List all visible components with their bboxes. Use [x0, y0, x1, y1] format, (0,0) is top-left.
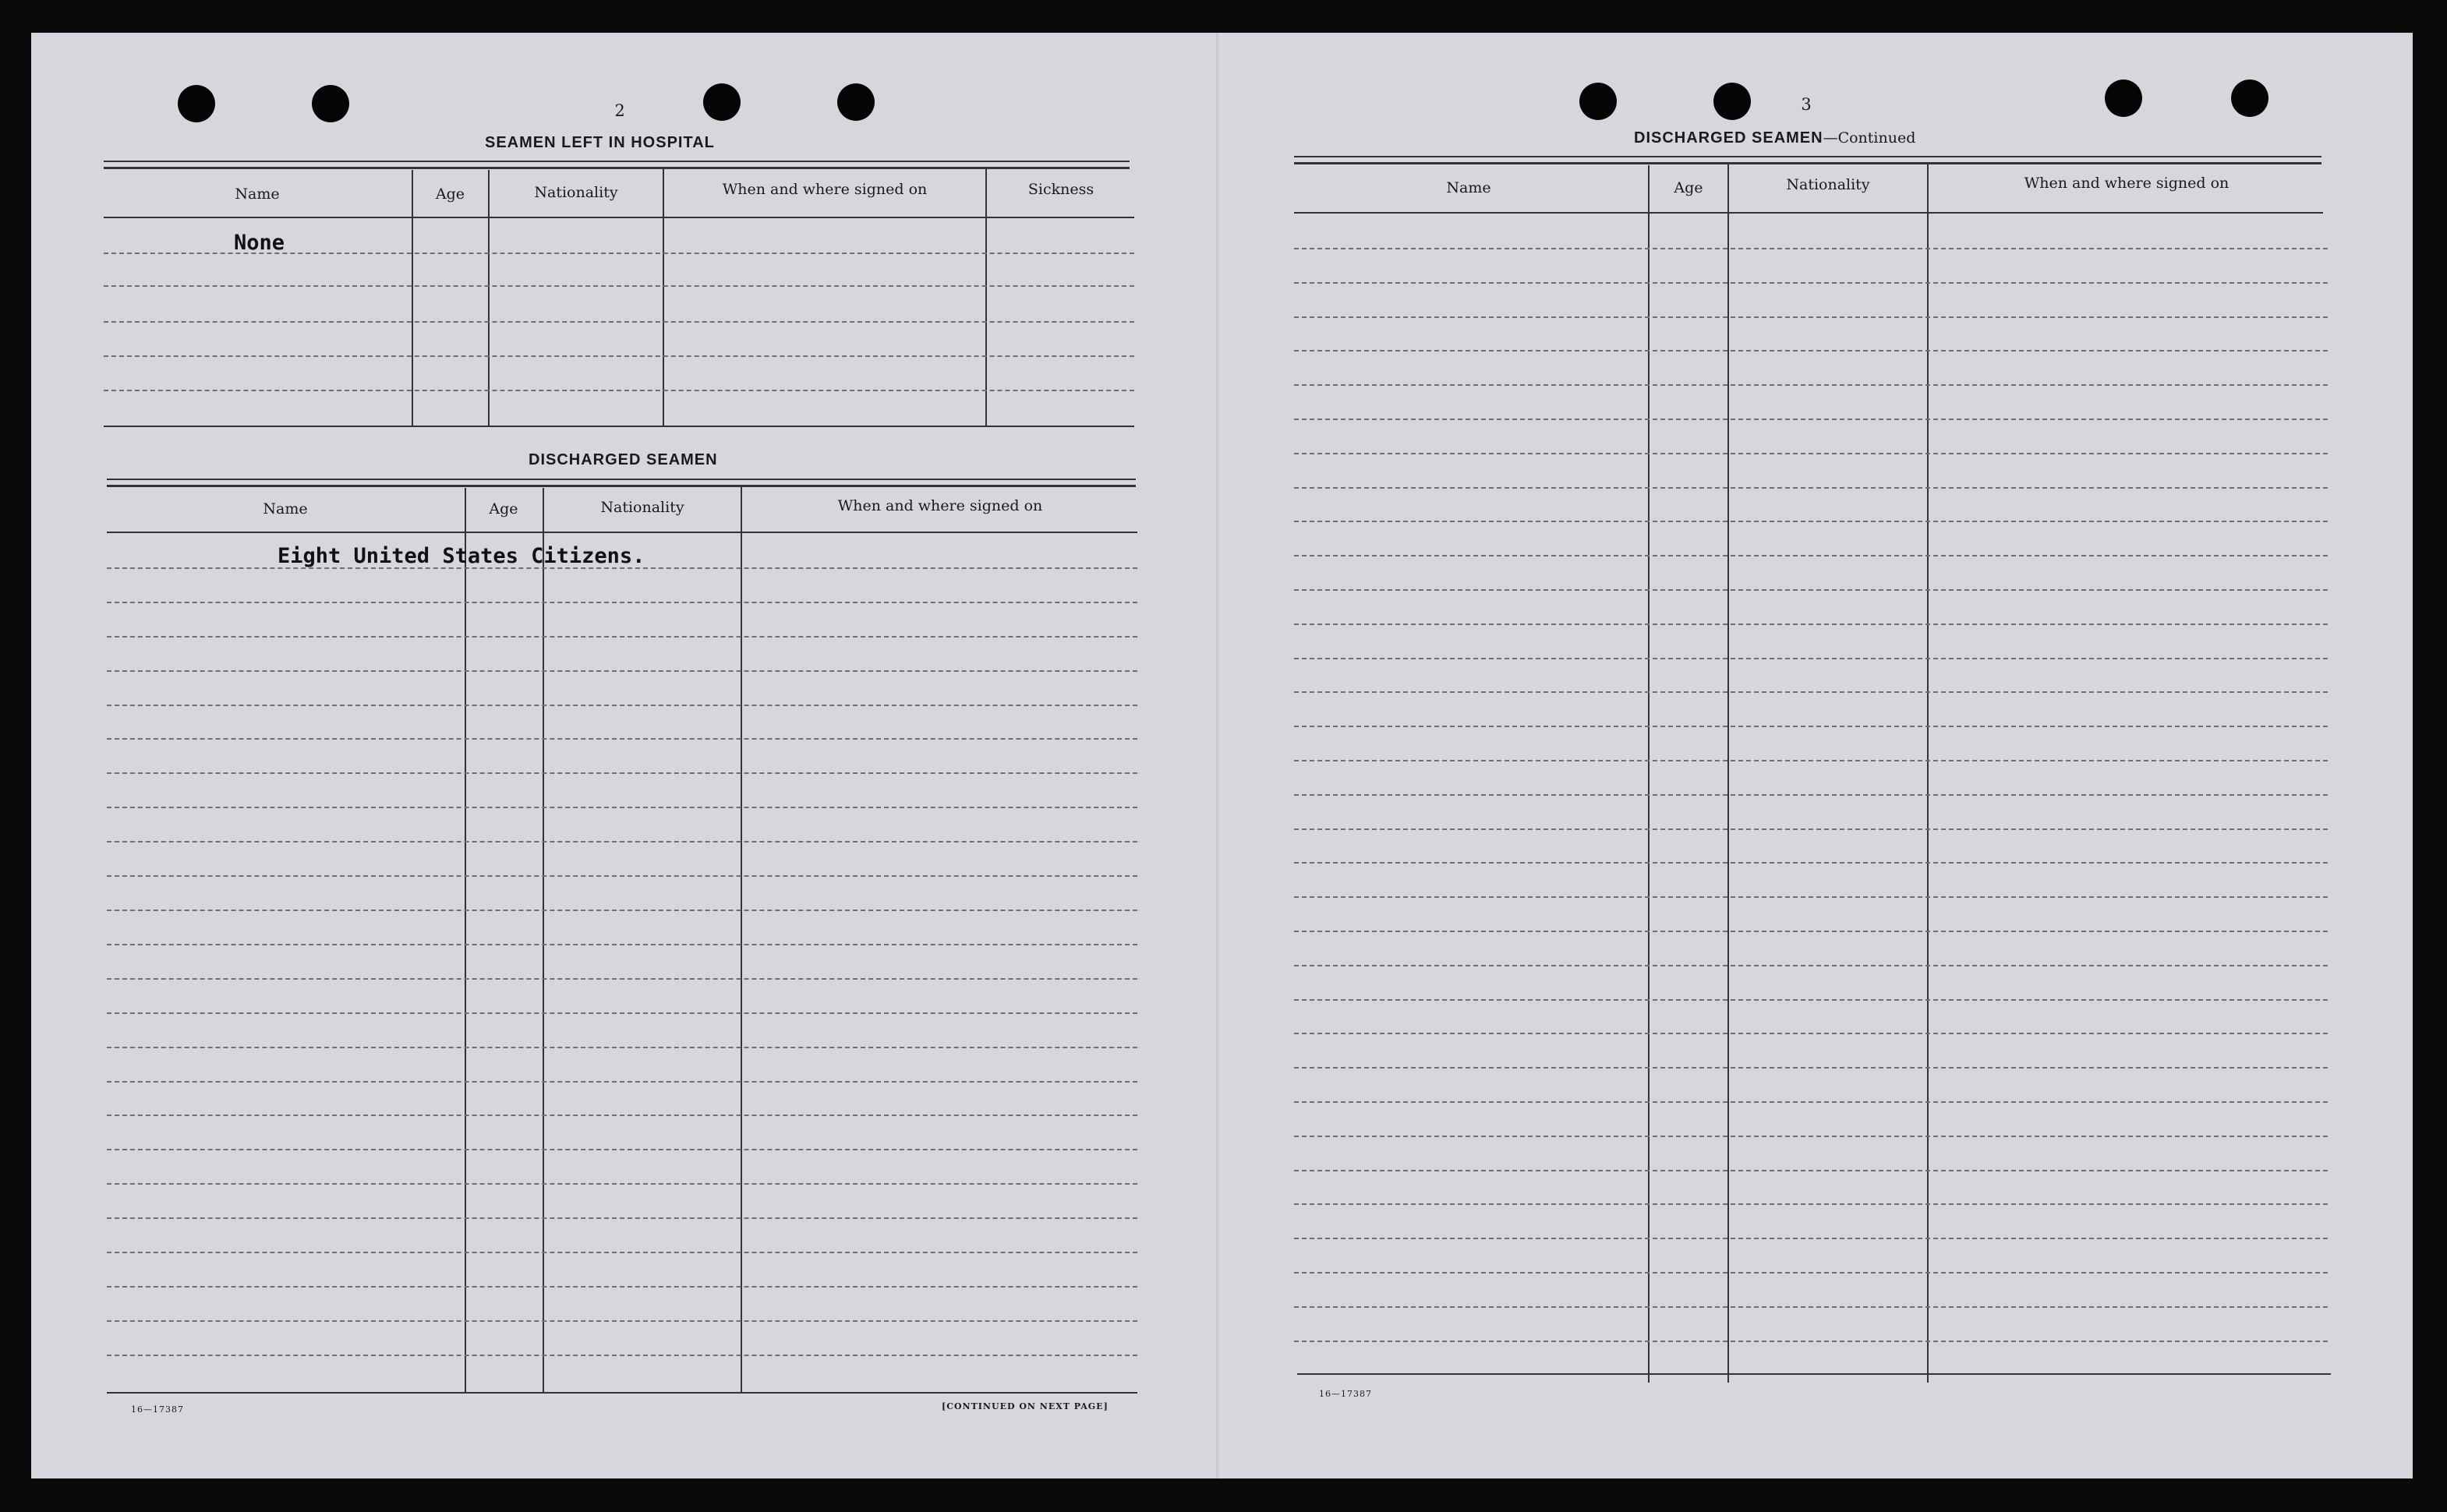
row-line [107, 1252, 1137, 1253]
row-line [1294, 999, 2328, 1001]
row-line [1294, 1272, 2328, 1274]
page-number: 3 [1801, 95, 1812, 114]
column-divider [1648, 165, 1650, 1383]
punch-hole [178, 85, 215, 122]
row-line [1294, 1238, 2328, 1239]
row-line [1294, 794, 2328, 796]
column-header-name: Name [1446, 179, 1491, 196]
column-divider [741, 486, 742, 1394]
column-divider [1927, 162, 1929, 1383]
page-fold [1216, 33, 1218, 1478]
row-line [1294, 248, 2328, 249]
row-line [1294, 384, 2328, 386]
table-bottom-rule [104, 426, 1134, 427]
row-line [104, 321, 1134, 323]
row-line [107, 910, 1137, 911]
row-line [107, 807, 1137, 808]
row-line [107, 772, 1137, 774]
row-line [1294, 1067, 2328, 1069]
row-line [1294, 282, 2328, 284]
heading-suffix: —Continued [1823, 129, 1916, 147]
column-header-nationality: Nationality [600, 499, 684, 516]
row-line [1294, 1306, 2328, 1308]
row-line [1294, 589, 2328, 591]
heading-rule [1294, 156, 2321, 164]
row-line [1294, 965, 2328, 966]
row-line [1294, 624, 2328, 625]
row-line [1294, 487, 2328, 489]
row-line [107, 1355, 1137, 1356]
column-divider [985, 167, 987, 426]
row-line [1294, 1203, 2328, 1205]
row-line [107, 636, 1137, 638]
column-header-sickness: Sickness [1027, 181, 1094, 198]
row-line [107, 1047, 1137, 1048]
section-heading: DISCHARGED SEAMEN [529, 451, 718, 468]
row-line [107, 1012, 1137, 1014]
continued-note: [CONTINUED ON NEXT PAGE] [942, 1401, 1109, 1411]
heading-rule [107, 479, 1136, 487]
row-line [1294, 1101, 2328, 1103]
row-line [107, 602, 1137, 603]
row-line [1294, 726, 2328, 727]
punch-hole [2231, 79, 2268, 117]
column-divider [488, 170, 490, 426]
row-line [1294, 828, 2328, 830]
row-line [107, 978, 1137, 980]
column-divider [1727, 164, 1729, 1383]
punch-hole [2105, 79, 2142, 117]
row-line [1294, 1170, 2328, 1171]
typed-entry: None [234, 231, 285, 255]
row-line [1294, 691, 2328, 693]
typed-entry: Eight United States Citizens. [278, 544, 645, 568]
section-heading: SEAMEN LEFT IN HOSPITAL [485, 134, 715, 151]
row-line [1294, 896, 2328, 898]
column-divider [412, 170, 413, 426]
column-header-age: Age [489, 500, 518, 518]
header-rule [104, 217, 1134, 218]
form-number: 16—17387 [1319, 1389, 1372, 1399]
row-line [1294, 658, 2328, 659]
row-line [1294, 862, 2328, 864]
column-header-age: Age [435, 185, 465, 203]
document-sheet [31, 33, 2413, 1478]
column-header-nationality: Nationality [534, 184, 618, 201]
table-bottom-rule [107, 1392, 1137, 1394]
row-line [107, 1115, 1137, 1116]
form-number: 16—17387 [131, 1404, 184, 1415]
row-line [107, 944, 1137, 945]
column-header-signed-on: When and where signed on [837, 497, 1043, 514]
punch-hole [312, 85, 349, 122]
column-divider [465, 488, 466, 1394]
row-line [1294, 1033, 2328, 1034]
row-line [1294, 931, 2328, 932]
row-line [107, 705, 1137, 706]
table-bottom-rule [1297, 1373, 2331, 1375]
row-line [107, 841, 1137, 843]
page-number: 2 [614, 101, 625, 120]
row-line [1294, 316, 2328, 318]
section-heading [1634, 129, 1915, 147]
row-line [107, 670, 1137, 672]
header-rule [1294, 212, 2323, 214]
punch-hole [703, 83, 741, 121]
row-line [104, 285, 1134, 287]
row-line [107, 1081, 1137, 1083]
heading-text: DISCHARGED SEAMEN [1634, 129, 1823, 147]
column-divider [543, 488, 544, 1394]
punch-hole [1579, 83, 1617, 120]
header-rule [107, 532, 1137, 533]
row-line [1294, 1136, 2328, 1137]
row-line [1294, 555, 2328, 556]
row-line [107, 1320, 1137, 1322]
heading-rule [104, 161, 1130, 169]
row-line [107, 1217, 1137, 1219]
column-header-age: Age [1674, 179, 1703, 196]
punch-hole [1713, 83, 1751, 120]
row-line [107, 1149, 1137, 1150]
column-header-signed-on: When and where signed on [2024, 175, 2230, 192]
row-line [1294, 521, 2328, 522]
row-line [104, 355, 1134, 357]
row-line [107, 875, 1137, 877]
row-line [107, 1286, 1137, 1288]
row-line [107, 738, 1137, 740]
column-header-nationality: Nationality [1786, 176, 1870, 193]
row-line [1294, 1341, 2328, 1342]
row-line [1294, 350, 2328, 352]
column-header-signed-on: When and where signed on [722, 181, 928, 198]
column-header-name: Name [235, 185, 280, 203]
column-header-name: Name [263, 500, 308, 518]
punch-hole [837, 83, 875, 121]
column-divider [663, 167, 664, 426]
row-line [107, 1183, 1137, 1185]
row-line [1294, 453, 2328, 454]
row-line [104, 390, 1134, 391]
row-line [1294, 419, 2328, 420]
row-line [1294, 760, 2328, 761]
